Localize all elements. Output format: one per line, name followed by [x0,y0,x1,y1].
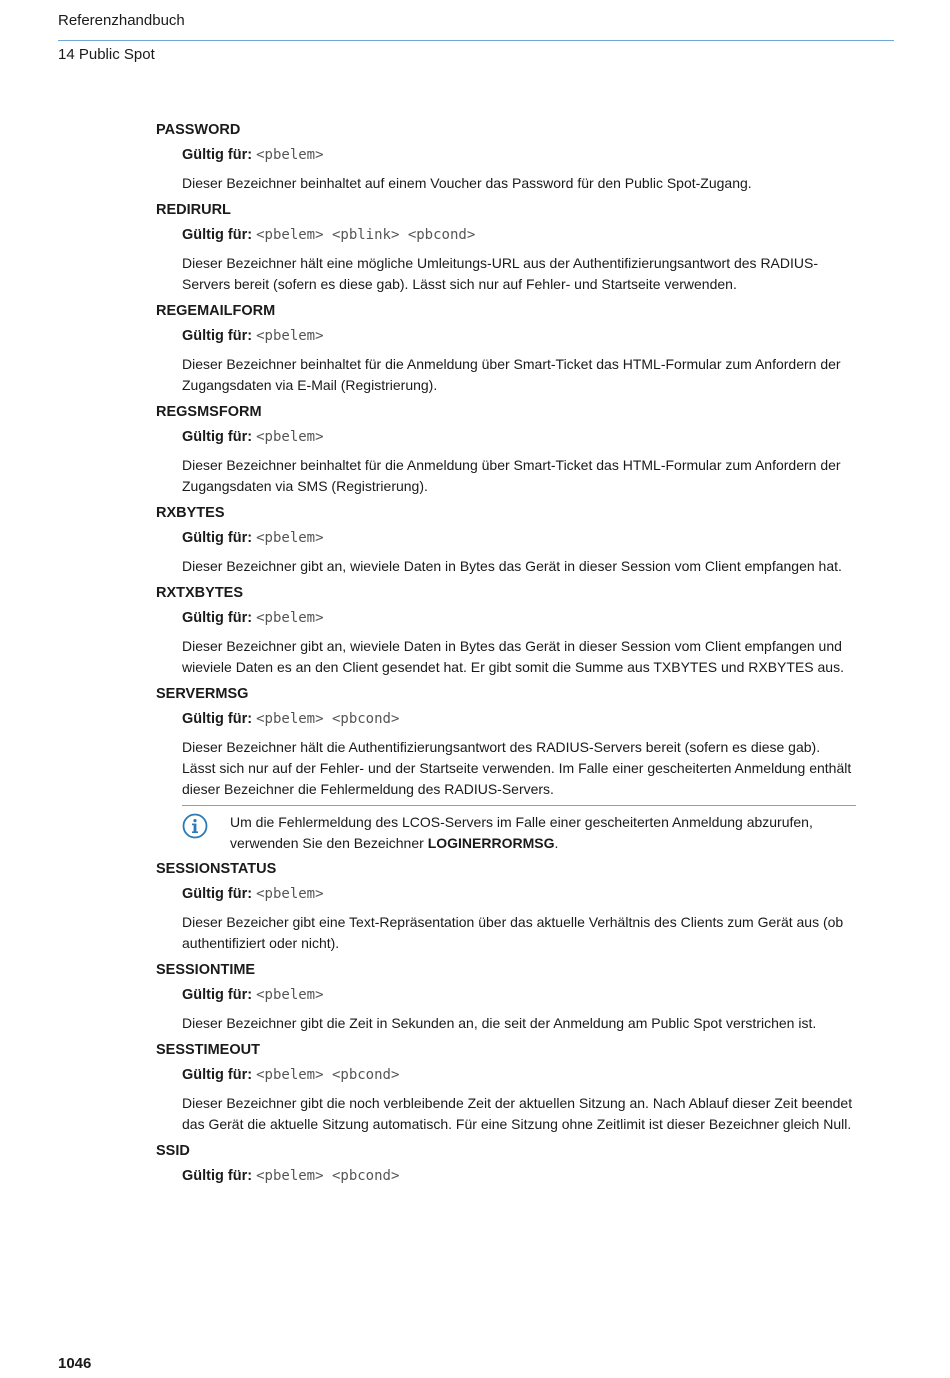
entry-password [156,119,856,194]
entry-description: Dieser Bezeichner hält die Authentifizierungsantwort des RADIUS-Servers bereit (sofern es diese gab). Lässt sich nur auf der Fehler- und der Startseite verwenden. Im Falle einer gescheiterten Anmeldung enthält dieser Bezeichner die Fehlermeldung des RADIUS-Servers. [182,739,852,797]
entry-description: Dieser Bezeichner gibt die Zeit in Sekunden an, die seit der Anmeldung am Public Spot verstrichen ist. [182,1015,817,1031]
note-text-before: Um die Fehlermeldung des LCOS-Servers im Falle einer gescheiterten Anmeldung abzurufen, verwenden Sie den Bezeichner [230,814,813,851]
entry-regsmsform [156,401,856,497]
entry-servermsg [156,683,856,854]
valid-value: <pbelem> [256,886,324,902]
entry-description: Dieser Bezeichner beinhaltet auf einem Voucher das Password für den Public Spot-Zugang. [182,175,752,191]
valid-label: Gültig für: [182,886,253,902]
page-number: 1046 [58,1355,92,1372]
header-divider [58,40,894,41]
valid-label: Gültig für: [182,1168,253,1184]
valid-value: <pbelem> [256,610,324,626]
valid-value: <pbelem> [256,530,324,546]
valid-for [182,1164,856,1188]
valid-value: <pbelem> <pbcond> [256,1168,400,1184]
valid-value: <pbelem> <pbcond> [256,711,400,727]
note-text [230,812,856,854]
entry-name: SESSIONSTATUS [156,861,277,877]
chapter-title: 14 Public Spot [58,46,155,63]
entry-name: SERVERMSG [156,686,249,702]
valid-for [182,1063,856,1087]
valid-for [182,324,856,348]
entry-name: SESSIONTIME [156,962,256,978]
valid-for [182,223,856,247]
entry-sesstimeout [156,1039,856,1135]
valid-label: Gültig für: [182,530,253,546]
valid-for [182,526,856,550]
entry-name: SESSTIMEOUT [156,1042,260,1058]
entry-sessiontime [156,959,856,1034]
valid-for [182,707,856,731]
entry-name: SSID [156,1143,190,1159]
valid-label: Gültig für: [182,610,253,626]
entry-name: RXTXBYTES [156,585,244,601]
entry-description: Dieser Bezeichner beinhaltet für die Anmeldung über Smart-Ticket das HTML-Formular zum Anfordern der Zugangsdaten via E-Mail (Registrierung). [182,356,841,393]
entry-description: Dieser Bezeichner gibt die noch verbleibende Zeit der aktuellen Sitzung an. Nach Ablauf dieser Zeit beendet das Gerät die aktuelle Sitzung automatisch. Für eine Sitzung ohne Zeitlimit ist dieser Bezeichner gleich Null. [182,1095,853,1132]
entry-redirurl [156,199,856,295]
valid-for [182,606,856,630]
entry-description: Dieser Bezeichner hält eine mögliche Umleitungs-URL aus der Authentifizierungsantwort des RADIUS-Servers bereit (sofern es diese gab). Lässt sich nur auf Fehler- und Startseite verwenden. [182,255,819,292]
valid-value: <pbelem> [256,328,324,344]
entry-description: Dieser Bezeichner gibt an, wieviele Daten in Bytes das Gerät in dieser Session vom Client empfangen und wieviele Daten es an den Client gesendet hat. Er gibt somit die Summe aus TXBYTES und RXBYTES aus. [182,638,844,675]
valid-value: <pbelem> [256,429,324,445]
valid-label: Gültig für: [182,987,253,1003]
entry-ssid [156,1140,856,1188]
valid-for [182,983,856,1007]
valid-value: <pbelem> <pbcond> [256,1067,400,1083]
page-header [58,10,894,66]
valid-label: Gültig für: [182,227,253,243]
valid-for [182,143,856,167]
valid-value: <pbelem> [256,987,324,1003]
valid-for [182,882,856,906]
info-icon [182,813,208,839]
entry-regemailform [156,300,856,396]
note-text-after: . [554,835,559,851]
entry-name: REGEMAILFORM [156,303,276,319]
entry-description: Dieser Bezeichner gibt an, wieviele Daten in Bytes das Gerät in dieser Session vom Client empfangen hat. [182,558,842,574]
valid-label: Gültig für: [182,429,253,445]
document-title: Referenzhandbuch [58,12,185,29]
valid-value: <pbelem> <pblink> <pbcond> [256,227,476,243]
valid-for [182,425,856,449]
entry-rxtxbytes [156,582,856,678]
valid-label: Gültig für: [182,1067,253,1083]
note-identifier: LOGINERRORMSG [427,835,555,851]
valid-label: Gültig für: [182,328,253,344]
entry-sessionstatus [156,858,856,954]
entry-rxbytes [156,502,856,577]
entry-description: Dieser Bezeichner beinhaltet für die Anmeldung über Smart-Ticket das HTML-Formular zum Anfordern der Zugangsdaten via SMS (Registrierung). [182,457,841,494]
main-content [156,119,856,1188]
entry-name: RXBYTES [156,505,225,521]
entry-description: Dieser Bezeicher gibt eine Text-Repräsentation über das aktuelle Verhältnis des Clients zum Gerät aus (ob authentifiziert oder nicht). [182,914,844,951]
valid-label: Gültig für: [182,711,253,727]
info-note [182,805,856,854]
valid-label: Gültig für: [182,147,253,163]
entry-name: REGSMSFORM [156,404,262,420]
valid-value: <pbelem> [256,147,324,163]
entry-name: PASSWORD [156,122,241,138]
entry-name: REDIRURL [156,202,231,218]
